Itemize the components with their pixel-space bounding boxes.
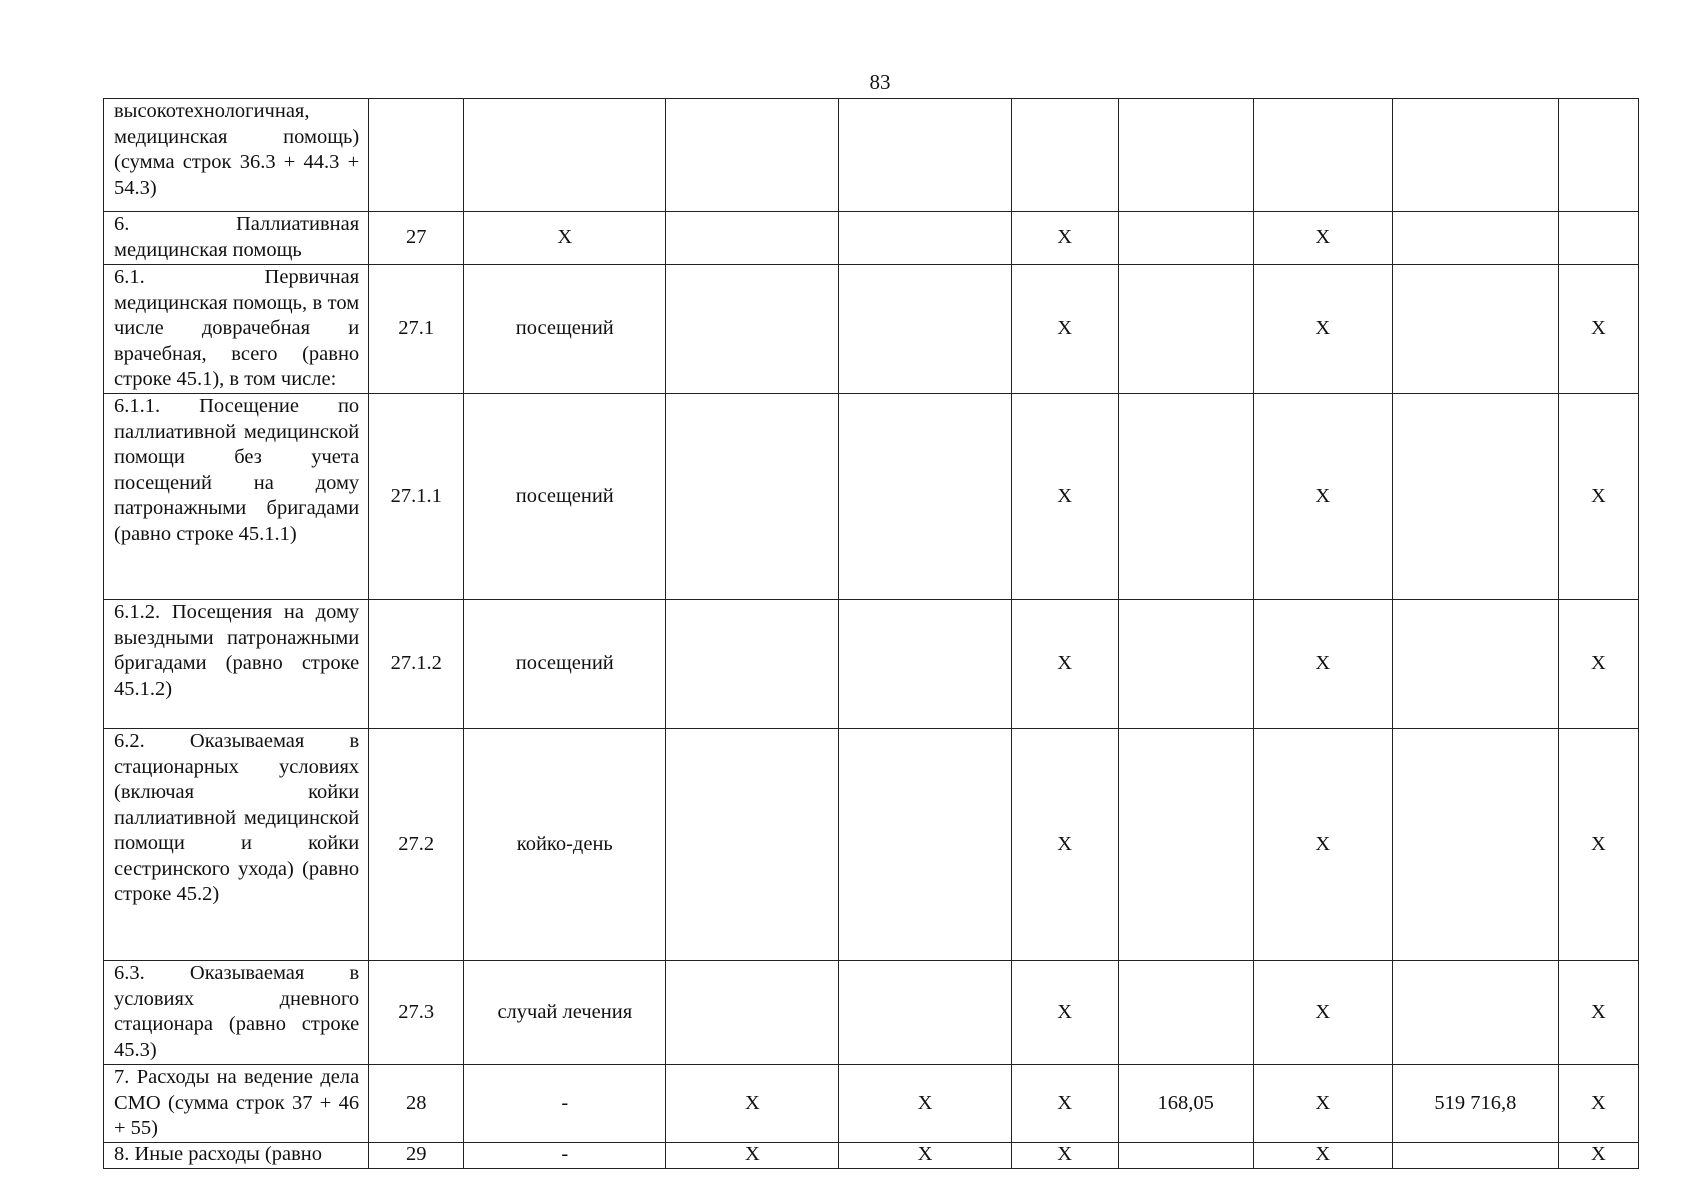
value-cell: Х — [1558, 729, 1638, 961]
value-cell: Х — [666, 1143, 839, 1169]
row-description: 6.2. Оказываемая в стационарных условиях (включая койки паллиативной медицинской помощи и койки сестринского ухода) (равно строке 45.2) — [104, 729, 369, 961]
value-cell: Х — [1558, 265, 1638, 394]
row-code: 27 — [369, 212, 464, 265]
value-cell: Х — [1558, 1065, 1638, 1143]
row-description: 6.1. Первичная медицинская помощь, в том числе доврачебная и врачебная, всего (равно строке 45.1), в том числе: — [104, 265, 369, 394]
row-code: 27.1.2 — [369, 600, 464, 729]
row-description: 7. Расходы на ведение дела СМО (сумма строк 37 + 46 + 55) — [104, 1065, 369, 1143]
unit-cell: посещений — [464, 265, 666, 394]
table-row — [104, 265, 1639, 394]
value-cell — [666, 961, 839, 1065]
value-cell: Х — [1011, 265, 1118, 394]
row-description-text: 8. Иные расходы (равно — [114, 1143, 322, 1165]
table-row — [104, 394, 1639, 600]
financing-table — [103, 98, 1639, 1169]
value-cell: Х — [1011, 212, 1118, 265]
unit-cell: - — [464, 1065, 666, 1143]
value-cell — [666, 265, 839, 394]
table-row — [104, 1065, 1639, 1143]
value-cell — [839, 99, 1011, 212]
value-cell — [1392, 99, 1558, 212]
value-cell — [1118, 394, 1253, 600]
value-cell: Х — [1558, 961, 1638, 1065]
value-cell — [1118, 729, 1253, 961]
value-cell — [1558, 99, 1638, 212]
value-cell: 519 716,8 — [1392, 1065, 1558, 1143]
value-cell — [1392, 212, 1558, 265]
row-description: 6. Паллиативная медицинская помощь — [104, 212, 369, 265]
value-cell — [839, 265, 1011, 394]
value-cell — [1392, 961, 1558, 1065]
value-cell — [666, 729, 839, 961]
row-code: 27.2 — [369, 729, 464, 961]
value-cell: 168,05 — [1118, 1065, 1253, 1143]
value-cell: Х — [1253, 961, 1392, 1065]
value-cell — [1558, 212, 1638, 265]
row-description: 6.1.2. Посещения на дому выездными патронажными бригадами (равно строке 45.1.2) — [104, 600, 369, 729]
row-code: 27.3 — [369, 961, 464, 1065]
value-cell: Х — [1011, 961, 1118, 1065]
value-cell — [1392, 600, 1558, 729]
row-code — [369, 99, 464, 212]
unit-cell: случай лечения — [464, 961, 666, 1065]
table-row — [104, 99, 1639, 212]
table-row — [104, 1143, 1639, 1169]
value-cell — [1392, 729, 1558, 961]
value-cell: Х — [1253, 1065, 1392, 1143]
value-cell — [1392, 1143, 1558, 1169]
value-cell — [839, 212, 1011, 265]
value-cell: Х — [1011, 600, 1118, 729]
value-cell: Х — [1011, 729, 1118, 961]
value-cell — [666, 600, 839, 729]
table-row — [104, 212, 1639, 265]
table-row — [104, 600, 1639, 729]
value-cell — [1118, 99, 1253, 212]
value-cell — [1118, 212, 1253, 265]
value-cell: Х — [1011, 1065, 1118, 1143]
page-number: 83 — [869, 70, 891, 94]
value-cell: Х — [1253, 729, 1392, 961]
value-cell: Х — [1253, 394, 1392, 600]
value-cell: Х — [1253, 265, 1392, 394]
unit-cell: - — [464, 1143, 666, 1169]
unit-cell: посещений — [464, 600, 666, 729]
table-row — [104, 961, 1639, 1065]
value-cell: Х — [1011, 1143, 1118, 1169]
value-cell: Х — [1558, 394, 1638, 600]
value-cell: Х — [839, 1065, 1011, 1143]
value-cell — [1118, 265, 1253, 394]
value-cell — [1392, 394, 1558, 600]
value-cell — [1118, 1143, 1253, 1169]
row-code: 27.1 — [369, 265, 464, 394]
unit-cell: койко-день — [464, 729, 666, 961]
value-cell — [839, 729, 1011, 961]
value-cell: Х — [1558, 600, 1638, 729]
value-cell — [666, 99, 839, 212]
value-cell — [1118, 961, 1253, 1065]
row-code: 28 — [369, 1065, 464, 1143]
row-code: 27.1.1 — [369, 394, 464, 600]
table-row — [104, 729, 1639, 961]
row-description: 6.3. Оказываемая в условиях дневного стационара (равно строке 45.3) — [104, 961, 369, 1065]
value-cell: Х — [1253, 600, 1392, 729]
value-cell: Х — [1558, 1143, 1638, 1169]
row-description — [104, 1143, 369, 1169]
value-cell: Х — [1253, 1143, 1392, 1169]
value-cell: Х — [839, 1143, 1011, 1169]
value-cell — [839, 961, 1011, 1065]
value-cell — [1392, 265, 1558, 394]
value-cell — [666, 212, 839, 265]
row-description: высокотехнологичная, медицинская помощь) (сумма строк 36.3 + 44.3 + 54.3) — [104, 99, 369, 212]
value-cell: Х — [1253, 212, 1392, 265]
value-cell — [1118, 600, 1253, 729]
value-cell — [839, 600, 1011, 729]
value-cell — [1011, 99, 1118, 212]
unit-cell — [464, 99, 666, 212]
unit-cell: Х — [464, 212, 666, 265]
row-description: 6.1.1. Посещение по паллиативной медицинской помощи без учета посещений на дому патронажными бригадами (равно строке 45.1.1) — [104, 394, 369, 600]
unit-cell: посещений — [464, 394, 666, 600]
value-cell — [1253, 99, 1392, 212]
value-cell — [839, 394, 1011, 600]
value-cell: Х — [666, 1065, 839, 1143]
value-cell: Х — [1011, 394, 1118, 600]
value-cell — [666, 394, 839, 600]
row-code: 29 — [369, 1143, 464, 1169]
